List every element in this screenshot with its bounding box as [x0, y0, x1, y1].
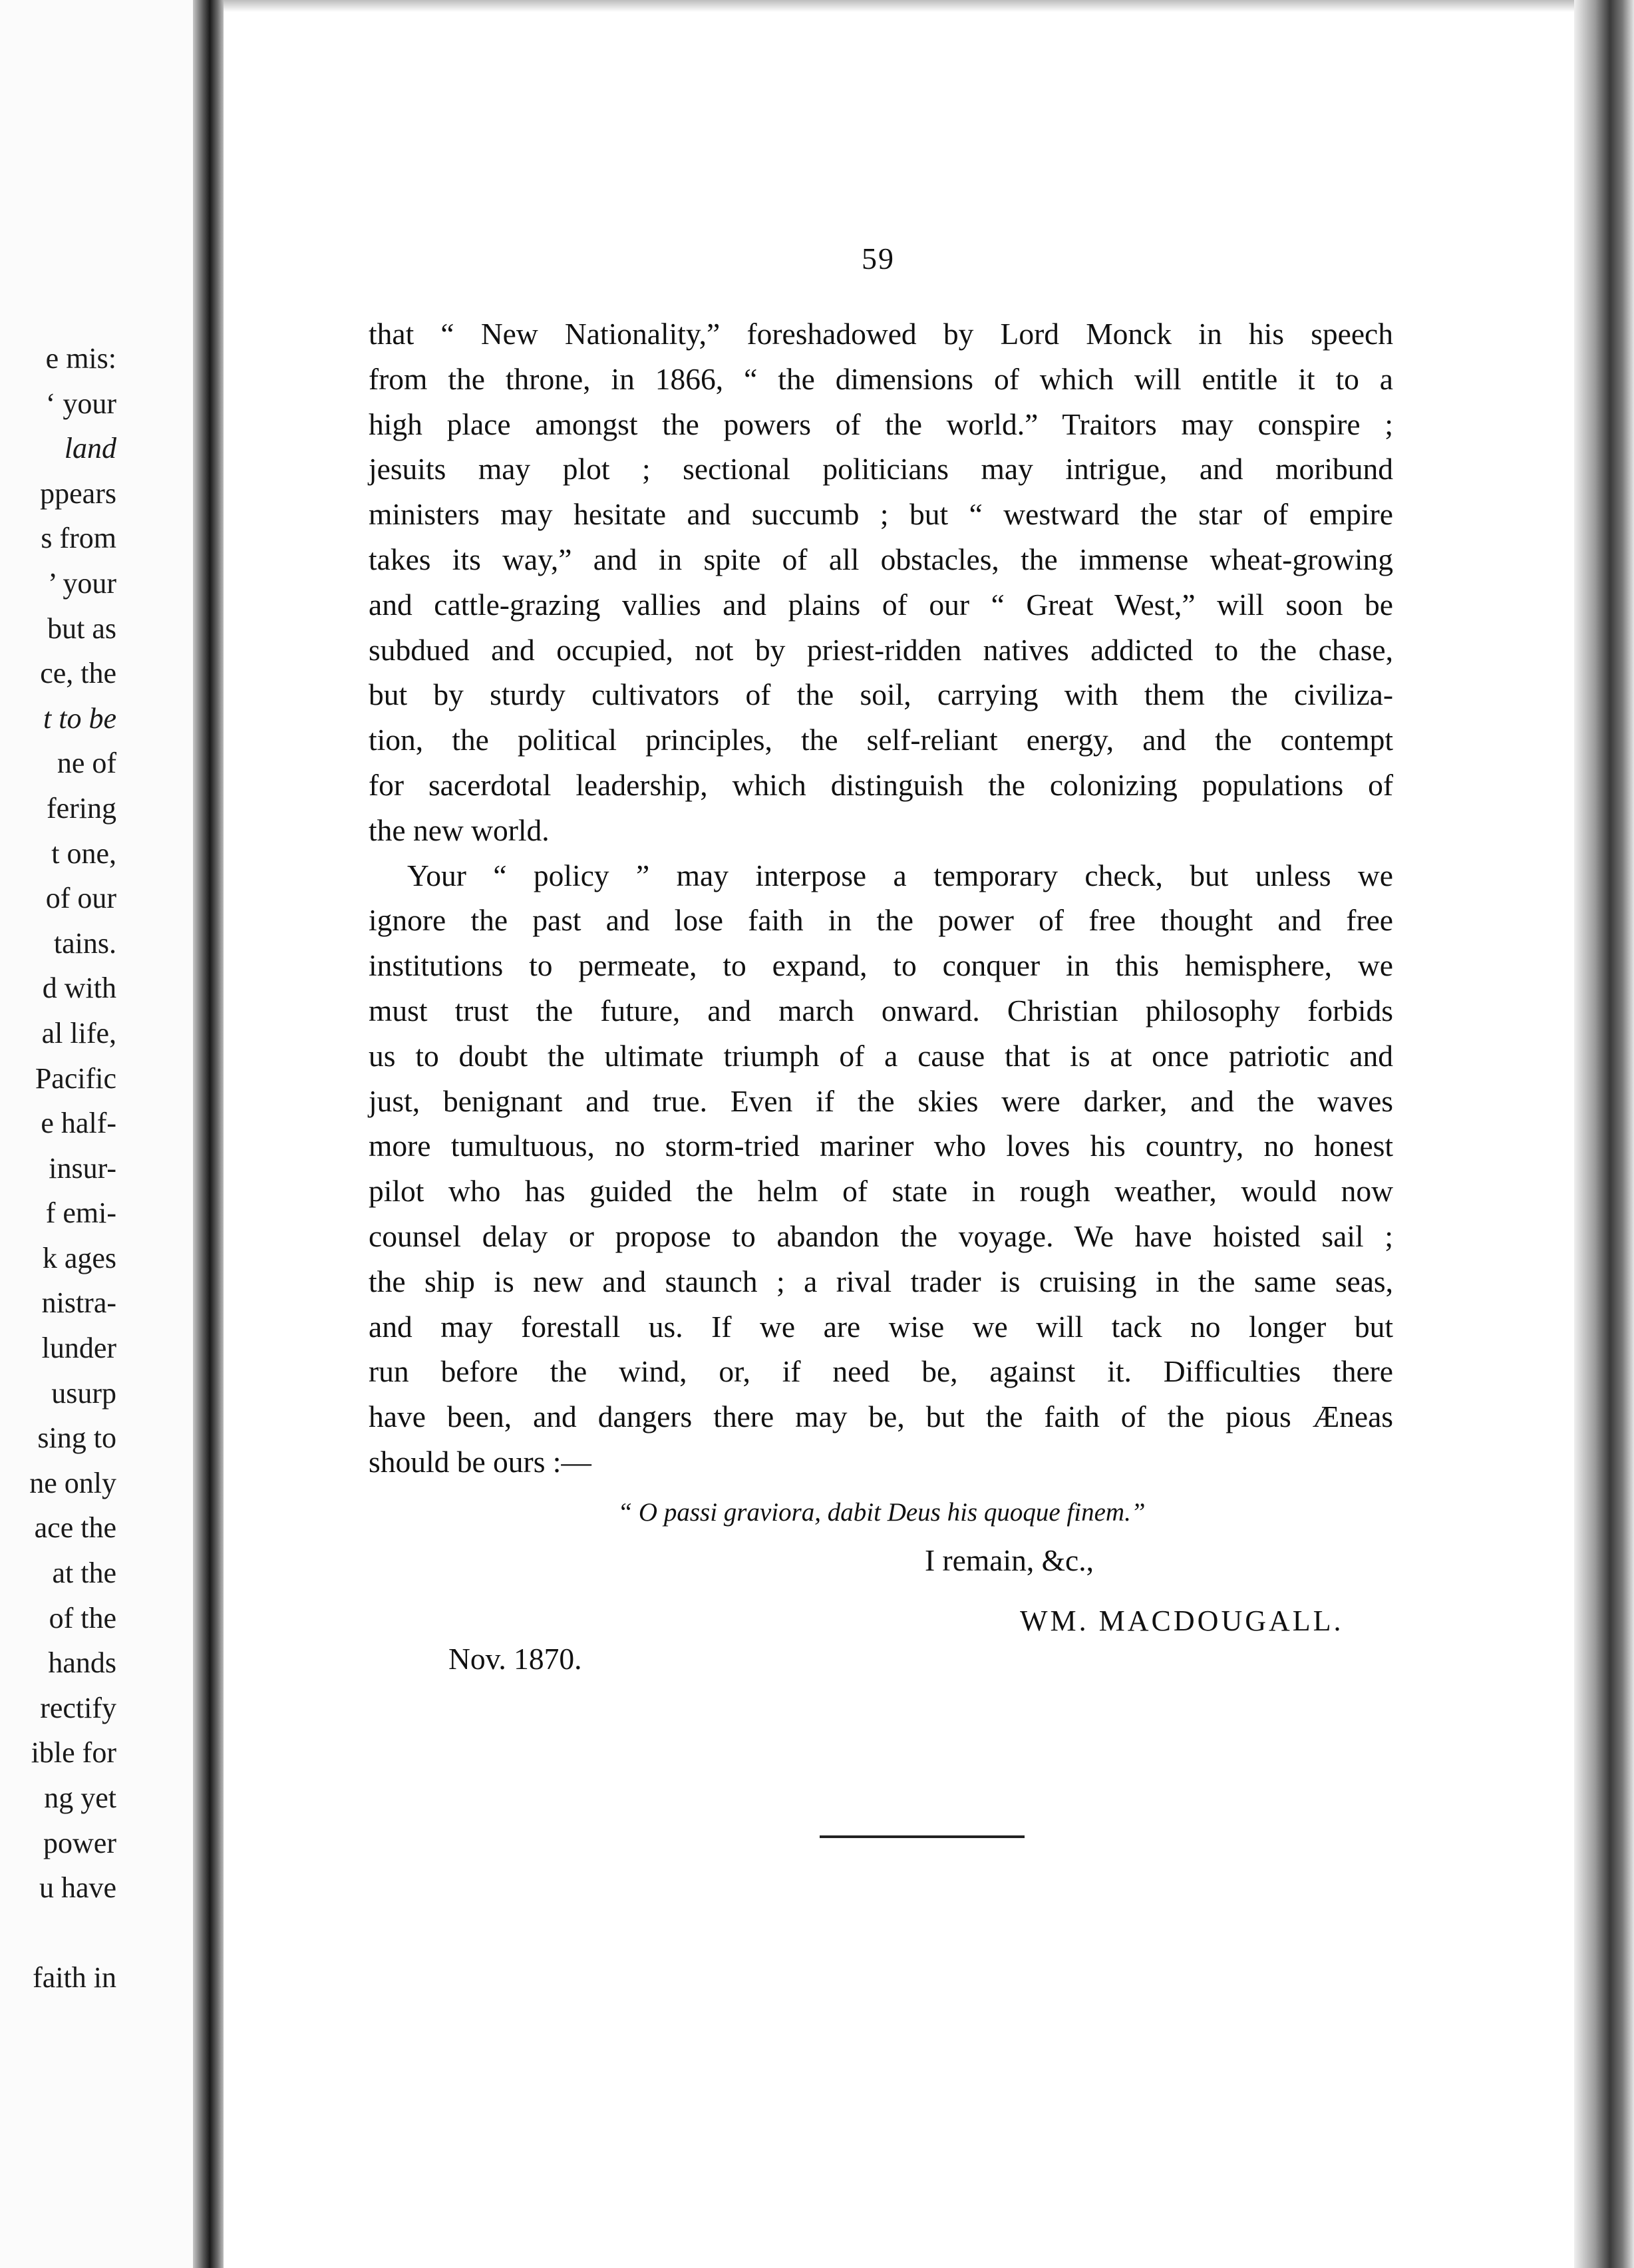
- text-line: ministers may hesitate and succumb ; but “ westward the star of empire: [369, 497, 1393, 532]
- text-line: pilot who has guided the helm of state in rough weather, would now: [369, 1174, 1393, 1209]
- facing-line-fragment: [0, 1911, 116, 1956]
- text-line: have been, and dangers there may be, but the faith of the pious Æneas: [369, 1400, 1393, 1434]
- facing-line-fragment: ce, the: [40, 657, 116, 690]
- facing-line-fragment: lunder: [41, 1332, 116, 1365]
- facing-line-fragment: Pacific: [35, 1061, 116, 1095]
- facing-line-fragment: ace the: [34, 1511, 116, 1545]
- latin-quote: “ O passi graviora, dabit Deus his quoque finem.”: [617, 1498, 1146, 1527]
- text-line: jesuits may plot ; sectional politicians may intrigue, and moribund: [369, 452, 1393, 486]
- facing-line-fragment: ible for: [31, 1736, 116, 1770]
- facing-line-fragment: but as: [47, 612, 116, 645]
- facing-line-fragment: sing to: [37, 1421, 116, 1455]
- facing-page: [0, 0, 193, 2268]
- end-rule: [820, 1835, 1025, 1838]
- text-line: takes its way,” and in spite of all obstacles, the immense wheat-growing: [369, 542, 1393, 576]
- facing-line-fragment: of the: [49, 1601, 116, 1634]
- facing-line-fragment: nistra-: [41, 1286, 116, 1320]
- text-line: must trust the future, and march onward. Christian philosophy forbids: [369, 993, 1393, 1028]
- text-line: institutions to permeate, to expand, to conquer in this hemisphere, we: [369, 948, 1393, 983]
- facing-line-fragment: ‘ your: [45, 387, 116, 420]
- facing-line-fragment: al life,: [41, 1016, 116, 1049]
- text-line: tion, the political principles, the self-reliant energy, and the contempt: [369, 723, 1393, 757]
- facing-line-fragment: ne of: [57, 747, 116, 780]
- facing-line-fragment: ne only: [29, 1466, 116, 1499]
- book-gutter: [193, 0, 224, 2268]
- facing-line-fragment: hands: [48, 1646, 116, 1680]
- text-line: the ship is new and staunch ; a rival trader is cruising in the same seas,: [369, 1264, 1393, 1298]
- facing-page-text: [0, 336, 116, 2000]
- facing-line-fragment: at the: [52, 1557, 116, 1590]
- page-number: 59: [862, 242, 895, 276]
- facing-line-fragment: rectify: [40, 1691, 116, 1724]
- text-line: for sacerdotal leadership, which distinguish the colonizing populations of: [369, 767, 1393, 802]
- facing-line-fragment: land: [64, 432, 116, 465]
- text-line: Your “ policy ” may interpose a temporary check, but unless we: [407, 858, 1393, 892]
- facing-line-fragment: tains.: [53, 926, 116, 960]
- text-line: from the throne, in 1866, “ the dimensions of which will entitle it to a: [369, 361, 1393, 396]
- text-line: that “ New Nationality,” foreshadowed by Lord Monck in his speech: [369, 317, 1393, 351]
- text-line: should be ours :—: [369, 1444, 591, 1479]
- facing-line-fragment: u have: [39, 1871, 116, 1905]
- text-line: run before the wind, or, if need be, against it. Difficulties there: [369, 1354, 1393, 1389]
- text-line: subdued and occupied, not by priest-ridden natives addicted to the chase,: [369, 632, 1393, 667]
- signature: WM. MACDOUGALL.: [1020, 1605, 1344, 1637]
- text-line: and cattle-grazing vallies and plains of our “ Great West,” will soon be: [369, 587, 1393, 622]
- date-line: Nov. 1870.: [448, 1642, 582, 1676]
- facing-line-fragment: k ages: [42, 1241, 116, 1274]
- facing-line-fragment: faith in: [33, 1961, 116, 1994]
- facing-line-fragment: of our: [45, 882, 116, 915]
- facing-line-fragment: power: [43, 1826, 116, 1859]
- facing-line-fragment: s from: [41, 522, 116, 555]
- text-line: us to doubt the ultimate triumph of a cause that is at once patriotic and: [369, 1038, 1393, 1073]
- facing-line-fragment: f emi-: [45, 1197, 116, 1230]
- facing-line-fragment: usurp: [51, 1376, 116, 1410]
- facing-line-fragment: t to be: [43, 701, 116, 735]
- facing-line-fragment: e half-: [41, 1107, 116, 1140]
- body-text: [369, 311, 1393, 1485]
- text-line: but by sturdy cultivators of the soil, carrying with them the civiliza-: [369, 677, 1393, 712]
- facing-line-fragment: insur-: [49, 1151, 116, 1185]
- text-line: high place amongst the powers of the world.” Traitors may conspire ;: [369, 407, 1393, 441]
- text-line: just, benignant and true. Even if the skies were darker, and the waves: [369, 1083, 1393, 1118]
- facing-line-fragment: ’ your: [47, 566, 116, 600]
- text-line: ignore the past and lose faith in the power of free thought and free: [369, 903, 1393, 938]
- text-line: the new world.: [369, 813, 550, 847]
- facing-line-fragment: fering: [46, 791, 116, 825]
- page-edge: [1574, 0, 1634, 2268]
- facing-line-fragment: e mis:: [45, 342, 116, 375]
- text-line: more tumultuous, no storm-tried mariner who loves his country, no honest: [369, 1129, 1393, 1163]
- facing-line-fragment: d with: [42, 972, 116, 1005]
- facing-line-fragment: ppears: [40, 476, 116, 510]
- closing-line: I remain, &c.,: [925, 1543, 1094, 1577]
- page-top-shadow: [224, 0, 1574, 12]
- facing-line-fragment: t one,: [51, 837, 116, 870]
- text-line: counsel delay or propose to abandon the voyage. We have hoisted sail ;: [369, 1219, 1393, 1253]
- facing-line-fragment: ng yet: [44, 1782, 116, 1814]
- text-line: and may forestall us. If we are wise we will tack no longer but: [369, 1309, 1393, 1344]
